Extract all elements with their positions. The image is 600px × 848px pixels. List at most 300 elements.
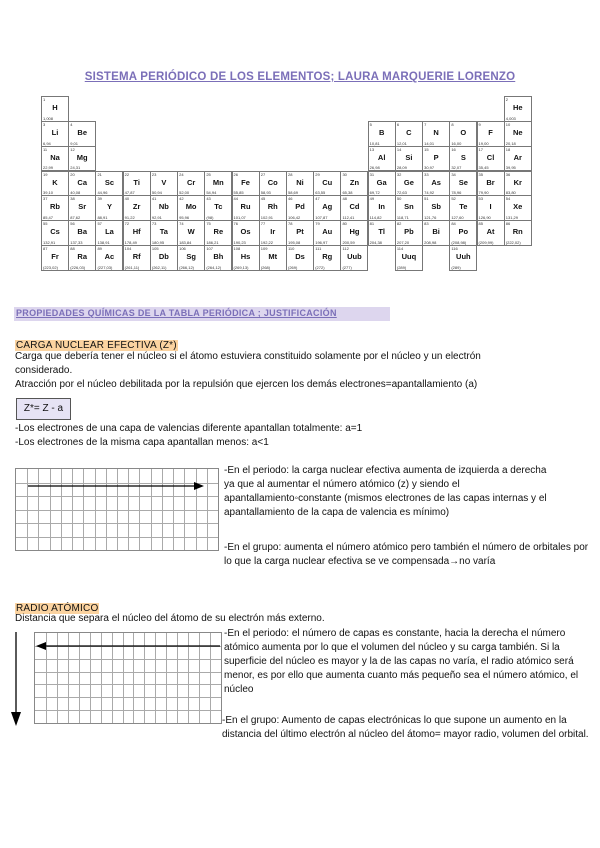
element-symbol: He: [512, 103, 523, 112]
element-cell-li: [41, 121, 69, 147]
atomic-number: 35: [478, 171, 483, 177]
element-cell-cl: [477, 146, 505, 172]
period-arrow-left-icon: [34, 640, 224, 652]
atomic-mass: 58,69: [288, 190, 299, 196]
atomic-mass: (262,11): [151, 264, 167, 270]
element-cell-ds: [286, 245, 314, 271]
element-symbol: Cr: [186, 177, 196, 187]
atomic-mass: 72,63: [396, 190, 407, 196]
atomic-mass: 63,55: [315, 190, 326, 196]
atomic-mass: (269): [288, 264, 298, 270]
atomic-number: 37: [43, 196, 48, 202]
element-symbol: Sc: [104, 177, 115, 187]
element-symbol: Si: [405, 152, 413, 162]
element-cell-ti: [123, 171, 151, 197]
atomic-mass: 52,00: [179, 190, 190, 196]
atomic-number: 76: [233, 221, 238, 227]
atomic-number: 75: [206, 221, 211, 227]
element-symbol: Rh: [267, 202, 278, 212]
element-cell-re: [204, 220, 232, 246]
atomic-mass: 58,93: [260, 190, 271, 196]
element-cell-p: [422, 146, 450, 172]
atomic-mass: 137,33: [70, 239, 83, 245]
element-symbol: Al: [377, 152, 386, 162]
atomic-mass: 74,92: [424, 190, 435, 196]
atomic-mass: 6,94: [43, 140, 51, 146]
atomic-number: 82: [396, 221, 402, 227]
element-symbol: Rf: [132, 252, 141, 262]
atomic-mass: 83,80: [505, 190, 516, 196]
element-symbol: Y: [106, 202, 112, 212]
element-cell-al: [368, 146, 396, 172]
element-cell-ag: [313, 195, 341, 221]
atomic-number: 81: [369, 221, 375, 227]
atomic-mass: 65,38: [342, 190, 353, 196]
element-symbol: In: [378, 202, 385, 212]
atomic-number: 11: [43, 146, 48, 152]
atomic-mass: 1,008: [43, 115, 54, 121]
carga-definition-1: Carga que debería tener el núcleo si el átomo estuviera constituido solamente por el núcleo y un electrón: [15, 351, 481, 362]
atomic-mass: 118,71: [396, 215, 409, 221]
atomic-number: 25: [206, 171, 211, 177]
element-symbol: N: [433, 127, 439, 137]
element-symbol: Te: [459, 202, 468, 212]
element-cell-uub: [340, 245, 368, 271]
element-symbol: Mt: [268, 252, 278, 262]
carga-heading-text: CARGA NUCLEAR EFECTIVA (Z*): [16, 340, 177, 351]
atomic-number: 8: [451, 121, 454, 127]
atomic-mass: 44,96: [97, 190, 108, 196]
atomic-number: 47: [315, 196, 320, 202]
element-cell-cs: [41, 220, 69, 246]
element-symbol: O: [460, 127, 467, 137]
element-symbol: Bh: [213, 252, 224, 262]
grid-line: [35, 710, 221, 711]
element-cell-w: [177, 220, 205, 246]
atomic-mass: (277): [342, 264, 352, 270]
atomic-number: 3: [43, 121, 46, 127]
element-cell-i: [477, 195, 505, 221]
element-symbol: Ac: [104, 252, 115, 262]
element-symbol: Db: [158, 252, 169, 262]
atomic-number: 57: [97, 221, 102, 227]
element-symbol: F: [488, 127, 493, 137]
element-symbol: Ra: [77, 252, 88, 262]
atomic-mass: (222,02): [505, 239, 521, 245]
element-cell-ta: [150, 220, 178, 246]
element-cell-ni: [286, 171, 314, 197]
element-cell-fr: [41, 245, 69, 271]
atomic-number: 19: [43, 171, 48, 177]
atomic-mass: 200,59: [342, 239, 355, 245]
atomic-mass: (289): [396, 264, 407, 270]
element-cell-hs: [232, 245, 260, 271]
atomic-number: 30: [342, 171, 347, 177]
element-cell-s: [449, 146, 477, 172]
element-cell-nb: [150, 195, 178, 221]
element-symbol: Fe: [241, 177, 250, 187]
element-cell-te: [449, 195, 477, 221]
element-symbol: Pb: [404, 227, 414, 237]
element-symbol: Kr: [513, 177, 522, 187]
element-symbol: Sn: [404, 202, 414, 212]
element-symbol: Cu: [322, 177, 333, 187]
element-symbol: Zr: [132, 202, 141, 212]
atomic-mass: (208,98): [451, 239, 467, 245]
element-cell-rf: [123, 245, 151, 271]
element-symbol: Ir: [270, 227, 276, 237]
atomic-number: 1: [43, 97, 46, 102]
atomic-number: 21: [97, 171, 102, 177]
element-symbol: Ga: [376, 177, 387, 187]
atomic-number: 33: [424, 171, 429, 177]
element-cell-zr: [123, 195, 151, 221]
atomic-number: 51: [424, 196, 429, 202]
atomic-mass: 126,90: [478, 215, 491, 221]
radio-periodo-text: -En el periodo: el número de capas es constante, hacia la derecha el número atómico aumenta por lo que el volumen del núcleo y su carga también. Si la superficie del núcleo es mayor y la de las capas no varía, el radio atómico será menor, es por ello que aumenta cuanto más pequeño sea el número atómico, el núcleo: [224, 628, 579, 695]
element-cell-y: [95, 195, 123, 221]
element-symbol: I: [489, 202, 492, 212]
atomic-number: 84: [451, 221, 456, 227]
atomic-number: 13: [369, 146, 375, 152]
element-symbol: Po: [458, 227, 469, 237]
element-cell-ne: [504, 121, 532, 147]
element-cell-he: [504, 96, 532, 122]
atomic-mass: 39,10: [43, 190, 54, 196]
atomic-mass: 195,08: [288, 239, 301, 245]
atomic-number: 15: [424, 146, 429, 152]
atomic-mass: 50,94: [151, 190, 162, 196]
atomic-number: 5: [369, 121, 372, 127]
element-symbol: Cs: [50, 227, 60, 237]
element-symbol: Tl: [378, 227, 385, 237]
element-symbol: S: [460, 152, 466, 162]
element-symbol: Pt: [296, 227, 304, 237]
element-cell-hg: [340, 220, 368, 246]
element-cell-pd: [286, 195, 314, 221]
element-symbol: Rg: [322, 252, 333, 262]
element-symbol: Os: [240, 227, 251, 237]
element-cell-ra: [68, 245, 96, 271]
periodic-table: [41, 96, 531, 270]
page-title: SISTEMA PERIÓDICO DE LOS ELEMENTOS; LAURA MARQUERIE LORENZO: [84, 71, 516, 83]
element-symbol: Ag: [322, 202, 333, 212]
element-symbol: Sb: [431, 202, 441, 212]
atomic-mass: (209,99): [478, 239, 494, 245]
atomic-mass: (223,02): [43, 264, 58, 270]
atomic-number: 46: [288, 196, 293, 202]
atomic-mass: 40,08: [70, 190, 81, 196]
atomic-mass: 55,85: [233, 190, 244, 196]
element-symbol: Hf: [132, 227, 141, 237]
atomic-number: 105: [151, 246, 159, 252]
atomic-mass: 28,09: [396, 165, 407, 171]
element-cell-ba: [68, 220, 96, 246]
atomic-number: 26: [233, 171, 238, 177]
element-symbol: P: [433, 152, 439, 162]
element-cell-cu: [313, 171, 341, 197]
element-cell-ir: [259, 220, 287, 246]
element-symbol: La: [105, 227, 114, 237]
atomic-number: 88: [70, 246, 75, 252]
atomic-mass: 131,29: [505, 215, 518, 221]
atomic-mass: 207,20: [396, 239, 410, 245]
element-symbol: Ar: [513, 152, 522, 162]
atomic-mass: 190,23: [233, 239, 246, 245]
atomic-number: 83: [424, 221, 429, 227]
atomic-mass: 114,82: [369, 215, 382, 221]
atomic-number: 32: [396, 171, 402, 177]
atomic-mass: 178,49: [124, 239, 137, 245]
element-cell-n: [422, 121, 450, 147]
atomic-number: 43: [206, 196, 211, 202]
element-symbol: Nb: [158, 202, 169, 212]
element-cell-ac: [95, 245, 123, 271]
atomic-number: 38: [70, 196, 75, 202]
element-cell-ru: [232, 195, 260, 221]
element-symbol: V: [161, 177, 167, 187]
atomic-mass: 78,96: [451, 190, 462, 196]
atomic-mass: 95,96: [179, 215, 190, 221]
element-symbol: Pd: [295, 202, 305, 212]
atomic-mass: 16,00: [451, 140, 462, 146]
atomic-number: 10: [505, 121, 511, 127]
element-symbol: H: [52, 103, 58, 112]
carga-rule-2: -Los electrones de la misma capa apantallan menos: a<1: [15, 437, 269, 448]
element-cell-b: [368, 121, 396, 147]
atomic-number: 44: [233, 196, 238, 202]
element-cell-ca: [68, 171, 96, 197]
element-cell-f: [477, 121, 505, 147]
radio-grupo-text: -En el grupo: Aumento de capas electrónicas lo que supone un aumento en la distancia del último electrón al núcleo del átomo= mayor radio, volumen del orbital.: [222, 715, 589, 740]
atomic-number: 78: [288, 221, 293, 227]
element-symbol: Hs: [240, 252, 251, 262]
element-symbol: As: [431, 177, 441, 187]
element-symbol: Mg: [76, 152, 88, 162]
atomic-mass: (261,11): [124, 264, 140, 270]
atomic-mass: 127,60: [451, 215, 464, 221]
atomic-number: 89: [97, 246, 102, 252]
element-cell-po: [449, 220, 477, 246]
element-symbol: Ba: [77, 227, 88, 237]
atomic-mass: 186,21: [206, 239, 219, 245]
atomic-number: 110: [288, 246, 295, 252]
atomic-number: 72: [124, 221, 130, 227]
element-cell-c: [395, 121, 423, 147]
atomic-mass: 79,90: [478, 190, 489, 196]
atomic-number: 41: [151, 196, 157, 202]
atomic-number: 39: [97, 196, 102, 202]
element-cell-mg: [68, 146, 96, 172]
atomic-number: 114: [396, 246, 404, 252]
element-cell-ge: [395, 171, 423, 197]
element-cell-sr: [68, 195, 96, 221]
atomic-mass: (266,12): [179, 264, 195, 270]
atomic-number: 74: [179, 221, 184, 227]
element-cell-au: [313, 220, 341, 246]
grid-line: [35, 684, 221, 685]
element-cell-os: [232, 220, 260, 246]
group-arrow-down-icon: [8, 632, 24, 728]
atomic-mass: 91,22: [124, 215, 135, 221]
atomic-number: 31: [369, 171, 375, 177]
atomic-number: 85: [478, 221, 483, 227]
atomic-mass: 196,97: [315, 239, 328, 245]
carga-periodo-text: -En el periodo: la carga nuclear efectiva aumenta de izquierda a derecha ya que al aumentar el número atómico (z) y siendo el apantallamiento◦constante (mismos electrones de las capas internas y el apantallamiento de la capa de valencia es mínimo): [224, 465, 547, 518]
element-cell-db: [150, 245, 178, 271]
element-symbol: K: [52, 177, 58, 187]
element-symbol: B: [378, 127, 385, 137]
element-cell-h: [41, 96, 69, 122]
atomic-number: 104: [124, 246, 132, 252]
atomic-mass: 208,98: [424, 239, 437, 245]
element-cell-in: [368, 195, 396, 221]
element-cell-v: [150, 171, 178, 197]
element-cell-cd: [340, 195, 368, 221]
element-symbol: Ds: [295, 252, 305, 262]
carga-rule-1: -Los electrones de una capa de valencias diferente apantallan totalmente: a=1: [15, 423, 363, 434]
atomic-number: 34: [451, 171, 456, 177]
atomic-number: 111: [315, 246, 322, 252]
atomic-mass: 14,01: [424, 140, 435, 146]
atomic-mass: 32,07: [451, 165, 462, 171]
element-cell-xe: [504, 195, 532, 221]
element-cell-as: [422, 171, 450, 197]
element-cell-cr: [177, 171, 205, 197]
element-cell-sg: [177, 245, 205, 271]
element-cell-rb: [41, 195, 69, 221]
element-cell-sc: [95, 171, 123, 197]
grid-line: [35, 697, 221, 698]
element-cell-be: [68, 121, 96, 147]
element-cell-la: [95, 220, 123, 246]
element-cell-si: [395, 146, 423, 172]
element-symbol: Sg: [186, 252, 196, 262]
element-cell-ga: [368, 171, 396, 197]
element-cell-na: [41, 146, 69, 172]
element-cell-tc: [204, 195, 232, 221]
atomic-number: 6: [396, 121, 400, 127]
atomic-mass: (227,03): [97, 264, 113, 270]
element-symbol: Uub: [347, 252, 362, 262]
atomic-number: 16: [451, 146, 456, 152]
grid-line: [16, 523, 218, 524]
element-cell-rn: [504, 220, 532, 246]
atomic-mass: (269,13): [233, 264, 249, 270]
element-cell-rh: [259, 195, 287, 221]
atomic-number: 53: [478, 196, 483, 202]
atomic-number: 18: [505, 146, 511, 152]
atomic-mass: 22,99: [43, 165, 54, 171]
grid-line: [16, 496, 218, 497]
atomic-number: 22: [124, 171, 130, 177]
element-symbol: Mo: [185, 202, 197, 212]
atomic-mass: (289): [451, 264, 461, 270]
element-symbol: Tc: [214, 202, 223, 212]
element-cell-mo: [177, 195, 205, 221]
element-symbol: Cl: [486, 152, 495, 162]
atomic-number: 52: [451, 196, 456, 202]
element-cell-pb: [395, 220, 423, 246]
element-symbol: Br: [486, 177, 495, 187]
atomic-mass: 192,22: [260, 239, 273, 245]
element-symbol: Rn: [512, 227, 523, 237]
atomic-number: 14: [396, 146, 402, 152]
element-cell-mt: [259, 245, 287, 271]
element-cell-tl: [368, 220, 396, 246]
atomic-number: 116: [451, 246, 458, 252]
element-symbol: Mn: [212, 177, 224, 187]
atomic-mass: (226,03): [70, 264, 86, 270]
element-cell-co: [259, 171, 287, 197]
element-symbol: Na: [50, 152, 60, 162]
element-symbol: Cd: [349, 202, 360, 212]
element-symbol: Se: [458, 177, 468, 187]
atomic-number: 73: [151, 221, 157, 227]
atomic-number: 2: [505, 97, 508, 102]
atomic-number: 109: [260, 246, 268, 252]
element-cell-at: [477, 220, 505, 246]
atomic-number: 29: [315, 171, 320, 177]
atomic-number: 87: [43, 246, 48, 252]
atomic-mass: 101,07: [233, 215, 246, 221]
element-symbol: C: [406, 127, 412, 137]
atomic-mass: (268): [260, 264, 271, 270]
atomic-number: 106: [179, 246, 186, 252]
atomic-mass: 87,62: [70, 215, 81, 221]
atomic-number: 50: [396, 196, 402, 202]
carga-apantallamiento: Atracción por el núcleo debilitada por la repulsión que ejercen los demás electrones=apantallamiento (a): [15, 379, 478, 390]
atomic-mass: 92,91: [151, 215, 162, 221]
atomic-mass: 180,95: [151, 239, 165, 245]
atomic-number: 4: [70, 121, 73, 127]
atomic-mass: 102,91: [260, 215, 273, 221]
atomic-mass: 88,91: [97, 215, 108, 221]
atomic-number: 79: [315, 221, 320, 227]
atomic-mass: 24,31: [70, 165, 81, 171]
atomic-mass: 30,97: [424, 165, 435, 171]
element-symbol: Co: [267, 177, 278, 187]
carga-grupo-text: -En el grupo: aumenta el número atómico pero también el número de orbitales por lo que la carga nuclear efectiva se ve compensada→no varía: [224, 542, 589, 567]
element-symbol: Ti: [133, 177, 140, 187]
element-cell-pt: [286, 220, 314, 246]
grid-line: [35, 659, 221, 660]
radio-definition: Distancia que separa el núcleo del átomo de su electrón más externo.: [15, 613, 325, 624]
atomic-mass: 10,81: [369, 140, 380, 146]
atomic-number: 49: [369, 196, 375, 202]
atomic-number: 12: [70, 146, 75, 152]
element-symbol: Au: [322, 227, 333, 237]
atomic-number: 23: [151, 171, 157, 177]
atomic-number: 40: [124, 196, 130, 202]
atomic-number: 80: [342, 221, 347, 227]
atomic-number: 112: [342, 246, 349, 252]
grid-line: [35, 672, 221, 673]
element-cell-br: [477, 171, 505, 197]
element-cell-bh: [204, 245, 232, 271]
element-cell-uuq: [395, 245, 423, 271]
element-symbol: Ge: [403, 177, 414, 187]
atomic-mass: 85,47: [43, 215, 54, 221]
atomic-mass: (98): [206, 215, 214, 221]
atomic-number: 42: [179, 196, 184, 202]
element-symbol: Sr: [78, 202, 87, 212]
element-cell-sb: [422, 195, 450, 221]
atomic-number: 54: [505, 196, 511, 202]
element-cell-mn: [204, 171, 232, 197]
atomic-mass: 12,01: [396, 140, 407, 146]
element-symbol: Ni: [296, 177, 304, 187]
